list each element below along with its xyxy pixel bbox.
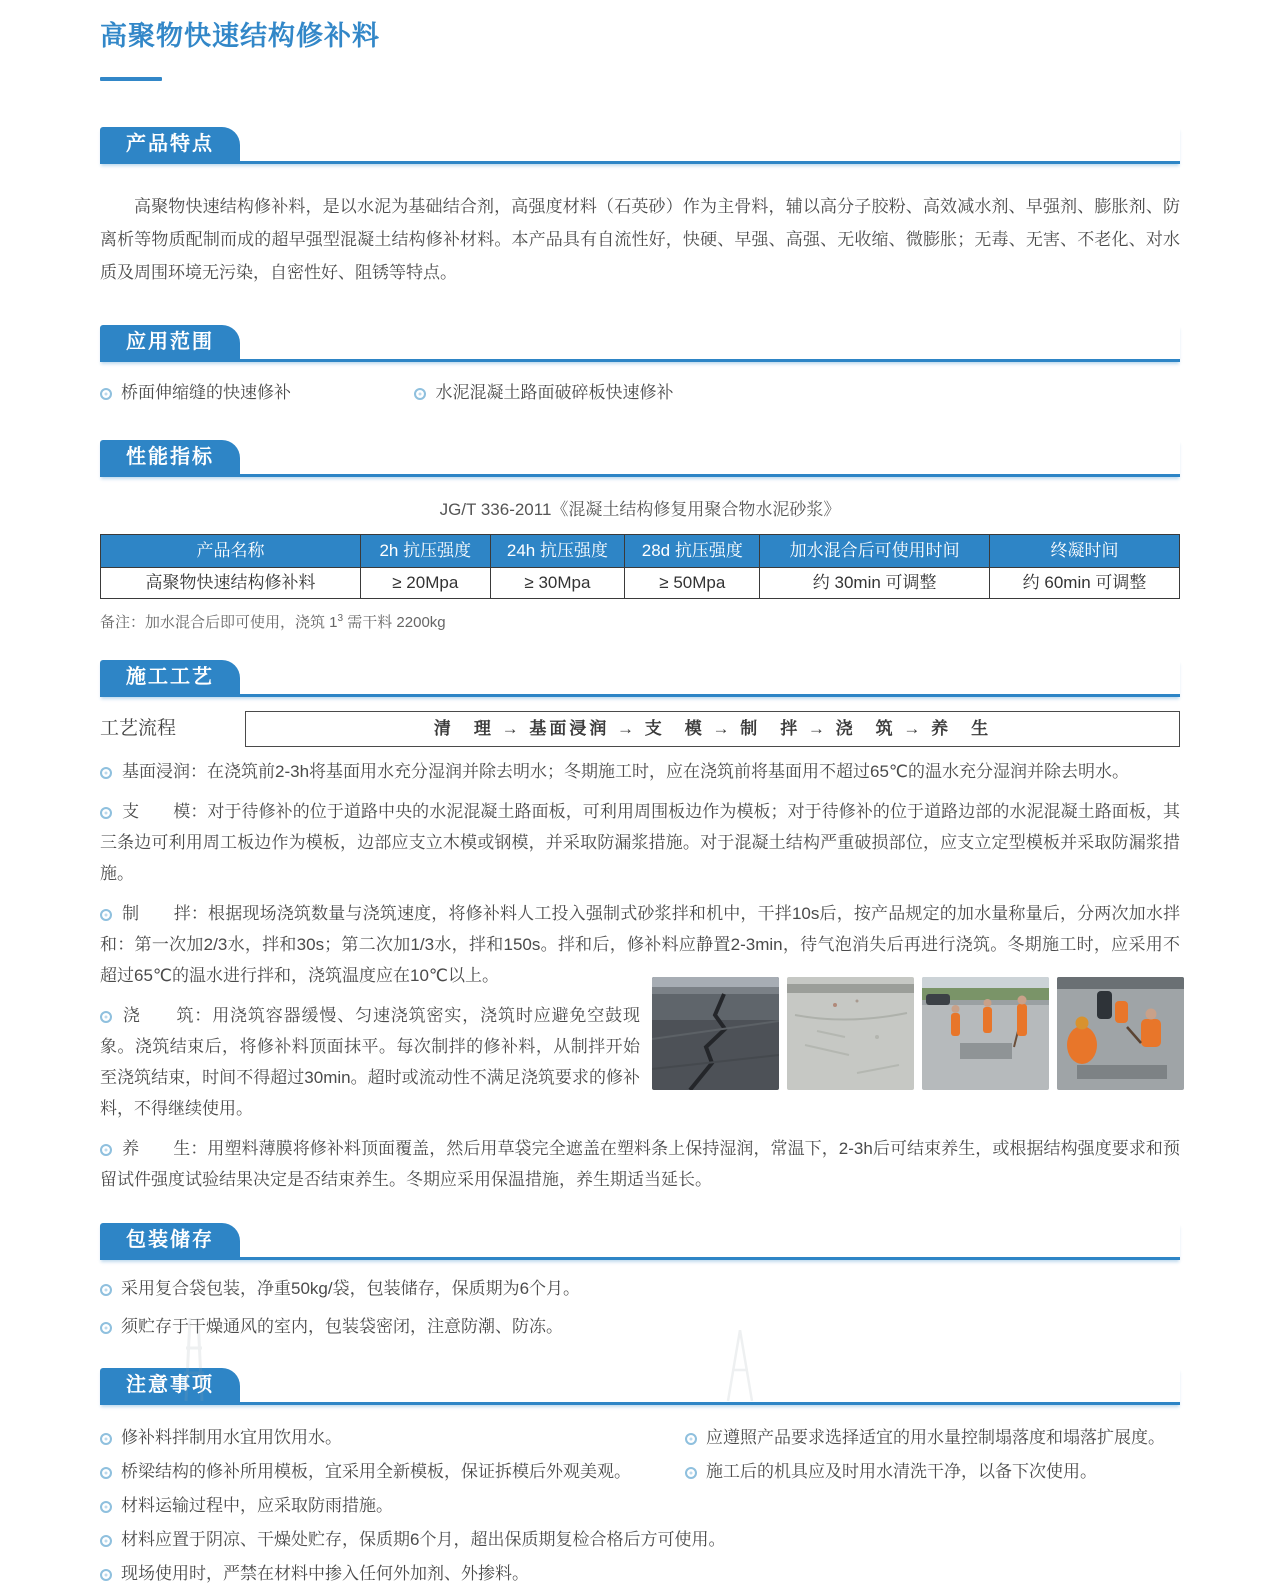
step-text: 用浇筑容器缓慢、匀速浇筑密实，浇筑时应避免空鼓现象。浇筑结束后，将修补料顶面抹平。每次制拌的修补料，从制拌开始至浇筑结束，时间不得超过30min。超时或流动性不满足浇筑要求的修补料，不得继续使用。 [100,1006,641,1118]
circle-bullet-icon [100,909,112,921]
step-label: 浇 筑： [122,1006,213,1025]
section-packaging [100,1223,1180,1342]
section-heading-rule [100,660,1180,697]
note-superscript: 3 [337,613,344,624]
list-item-text: 材料运输过程中，应采取防雨措施。 [121,1496,393,1515]
circle-bullet-icon [100,1535,112,1547]
cell-24h-strength: ≥ 30Mpa [490,568,625,599]
section-heading-rule [100,440,1180,477]
list-item-text: 施工后的机具应及时用水清洗干净，以备下次使用。 [706,1462,1097,1481]
list-item [100,1555,1180,1589]
list-item [100,1521,1180,1555]
circle-bullet-icon [100,1144,112,1156]
circle-bullet-icon [100,388,112,400]
application-items [100,378,1180,408]
table-header-row [101,535,1180,568]
list-item [414,378,673,408]
circle-bullet-icon [100,767,112,779]
step-label: 支 模： [122,802,208,821]
process-step-curing [100,1133,1180,1195]
section-tab-notes: 注意事项 [100,1368,240,1402]
packaging-items [100,1274,1180,1342]
list-item [100,1274,1180,1304]
section-performance [100,440,1180,632]
photo-pavement-repair-closeup [1057,977,1184,1090]
page-title: 高聚物快速结构修补料 [100,21,380,51]
section-tab-packaging: 包装储存 [100,1223,240,1257]
list-item-text: 应遵照产品要求选择适宜的用水量控制塌落度和塌落扩展度。 [706,1428,1165,1447]
photo-cracked-dark-pavement [652,977,779,1090]
circle-bullet-icon [685,1467,697,1479]
note-text: 备注：加水混合后即可使用，浇筑 1 [100,614,338,631]
circle-bullet-icon [100,1501,112,1513]
circle-bullet-icon [100,1011,112,1023]
list-item [100,1453,685,1487]
list-item-text: 修补料拌制用水宜用饮用水。 [121,1428,342,1447]
photo-strip [652,977,1184,1090]
circle-bullet-icon [685,1433,697,1445]
title-underline [100,77,162,81]
table-row [101,568,1180,599]
process-step-pouring [100,1000,640,1124]
list-item [685,1453,1180,1487]
step-text: 根据现场浇筑数量与浇筑速度，将修补料人工投入强制式砂浆拌和机中，干拌10s后，按产品规定的加水量称量后，分两次加水拌和：第一次加2/3水，拌和30s；第二次加1/3水，拌和150s。拌和后，修补料应静置2-3min，待气泡消失后再进行浇筑。冬期施工时，应采用不超过65℃的温水进行拌和，浇筑温度应在10℃以上。 [100,904,1180,985]
circle-bullet-icon [100,807,112,819]
circle-bullet-icon [100,1284,112,1296]
step-label: 制 拌： [122,904,209,923]
notes-items [100,1419,1180,1589]
step-label: 养 生： [122,1139,208,1158]
list-item-text: 桥梁结构的修补所用模板，宜采用全新模板，保证拆模后外观美观。 [121,1462,631,1481]
col-header-2h: 2h 抗压强度 [361,535,490,568]
cell-2h-strength: ≥ 20Mpa [361,568,490,599]
table-note [100,611,1180,632]
step-label: 基面浸润： [122,762,207,781]
section-heading-rule [100,127,1180,164]
process-step-soak [100,756,1180,787]
col-header-usable-time: 加水混合后可使用时间 [760,535,990,568]
circle-bullet-icon [100,1467,112,1479]
flow-label: 工艺流程 [100,718,177,739]
col-header-24h: 24h 抗压强度 [490,535,625,568]
process-step-pour-row [100,991,1180,1124]
circle-bullet-icon [414,388,426,400]
standard-reference: JG/T 336-2011《混凝土结构修复用聚合物水泥砂浆》 [439,500,841,519]
list-item-text: 采用复合袋包装，净重50kg/袋，包装储存，保质期为6个月。 [121,1279,581,1298]
flow-sequence: 清 理 → 基面浸润 → 支 模 → 制 拌 → 浇 筑 → 养 生 [245,711,1180,747]
performance-table [100,534,1180,599]
section-heading-rule [100,1368,1180,1405]
list-item [685,1419,1180,1453]
photo-broken-concrete-slab [787,977,914,1090]
features-paragraph: 高聚物快速结构修补料，是以水泥为基础结合剂，高强度材料（石英砂）作为主骨料，辅以高分子胶粉、高效减水剂、早强剂、膨胀剂、防离析等物质配制而成的超早强型混凝土结构修补材料。本产品具有自流性好，快硬、早强、高强、无收缩、微膨胀；无毒、无害、不老化、对水质及周围环境无污染，自密性好、阻锈等特点。 [100,197,1180,282]
list-item [100,378,410,408]
step-text: 用塑料薄膜将修补料顶面覆盖，然后用草袋完全遮盖在塑料条上保持湿润，常温下，2-3h后可结束养生，或根据结构强度要求和预留试件强度试验结果决定是否结束养生。冬期应采用保温措施，养生期适当延长。 [100,1139,1180,1189]
circle-bullet-icon [100,1433,112,1445]
section-notes [100,1368,1180,1589]
list-item-text: 材料应置于阴凉、干燥处贮存，保质期6个月，超出保质期复检合格后方可使用。 [121,1530,726,1549]
process-step-formwork [100,796,1180,889]
section-application [100,325,1180,408]
section-tab-performance: 性能指标 [100,440,240,474]
col-header-final-set: 终凝时间 [990,535,1180,568]
list-item-text: 水泥混凝土路面破碎板快速修补 [435,383,674,402]
section-tab-process: 施工工艺 [100,660,240,694]
section-heading-rule [100,325,1180,362]
circle-bullet-icon [100,1322,112,1334]
cell-product-name: 高聚物快速结构修补料 [101,568,361,599]
section-process [100,660,1180,1195]
step-text: 在浇筑前2-3h将基面用水充分湿润并除去明水；冬期施工时，应在浇筑前将基面用不超过65℃的温水充分湿润并除去明水。 [207,762,1130,781]
section-heading-rule [100,1223,1180,1260]
list-item [100,1312,1180,1342]
list-item-text: 桥面伸缩缝的快速修补 [121,383,291,402]
list-item-text: 现场使用时，严禁在材料中掺入任何外加剂、外掺料。 [121,1564,529,1583]
section-tab-application: 应用范围 [100,325,240,359]
process-flow [100,711,1180,747]
section-features [100,127,1180,289]
col-header-product: 产品名称 [101,535,361,568]
list-item-text: 须贮存于干燥通风的室内，包装袋密闭，注意防潮、防冻。 [121,1317,563,1336]
note-text: 需干料 2200kg [343,614,446,631]
cell-28d-strength: ≥ 50Mpa [625,568,760,599]
step-text: 对于待修补的位于道路中央的水泥混凝土路面板，可利用周围板边作为模板；对于待修补的位于道路边部的水泥混凝土路面板，其三条边可利用周工板边作为模板，边部应支立木模或钢模，并采取防漏浆措施。对于混凝土结构严重破损部位，应支立定型模板并采取防漏浆措施。 [100,802,1181,883]
list-item [100,1487,1180,1521]
cell-usable-time: 约 30min 可调整 [760,568,990,599]
circle-bullet-icon [100,1569,112,1581]
section-tab-features: 产品特点 [100,127,240,161]
col-header-28d: 28d 抗压强度 [625,535,760,568]
cell-final-set-time: 约 60min 可调整 [990,568,1180,599]
list-item [100,1419,685,1453]
photo-road-repair-workers [922,977,1049,1090]
